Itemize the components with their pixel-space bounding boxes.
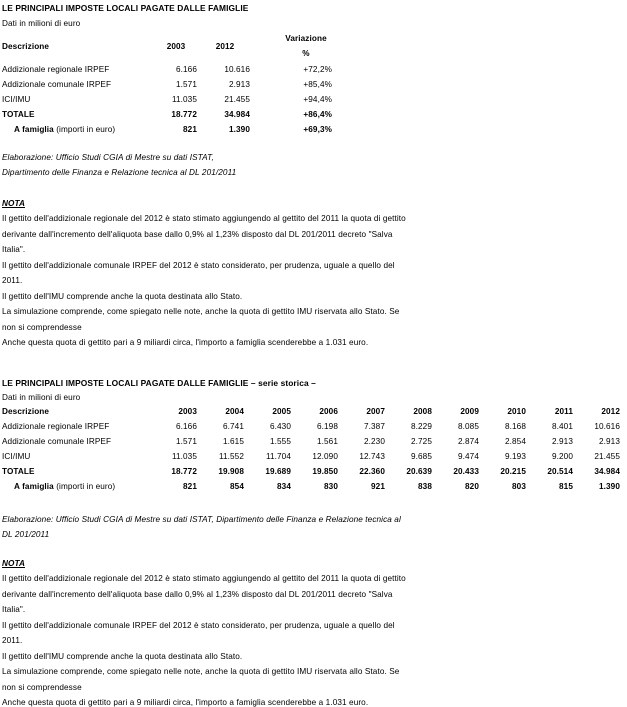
row-label: ICI/IMU xyxy=(2,95,31,104)
note-line: derivante dall'incremento dell'aliquota base dallo 0,9% al 1,23% disposto dal DL 201/2011 decreto "Salva xyxy=(2,589,393,599)
cell-value: 11.552 xyxy=(218,452,244,461)
cell-value: 19.908 xyxy=(218,467,244,476)
value-variazione: +85,4% xyxy=(303,80,332,89)
cell-value: 2.913 xyxy=(552,437,573,446)
cell-value: 9.474 xyxy=(458,452,479,461)
s1-header-2012: 2012 xyxy=(215,42,235,51)
note-line: Il gettito dell'IMU comprende anche la quota destinata allo Stato. xyxy=(2,291,243,301)
value-2012: 10.616 xyxy=(224,65,250,74)
note-line: Il gettito dell'addizionale comunale IRPEF del 2012 è stato considerato, per prudenza, uguale a quello del xyxy=(2,260,395,270)
cell-value: 22.360 xyxy=(359,467,385,476)
cell-value: 1.615 xyxy=(223,437,244,446)
family-value: 921 xyxy=(371,482,385,491)
note-line: La simulazione comprende, come spiegato nelle note, anche la quota di gettito IMU riservata allo Stato. Se xyxy=(2,307,400,316)
s1-nota-title: NOTA xyxy=(2,199,25,208)
note-line: non si comprendesse xyxy=(2,322,82,332)
s1-header-percent: % xyxy=(302,49,310,58)
cell-value: 12.743 xyxy=(359,452,385,461)
cell-value: 20.514 xyxy=(547,467,573,476)
family-value: 830 xyxy=(324,482,338,491)
family-value: 854 xyxy=(230,482,244,491)
section2-title: LE PRINCIPALI IMPOSTE LOCALI PAGATE DALLE FAMIGLIE – serie storica – xyxy=(2,378,316,388)
cell-value: 19.850 xyxy=(312,467,338,476)
cell-value: 1.571 xyxy=(176,437,197,446)
row-label: Addizionale comunale IRPEF xyxy=(2,80,112,89)
value-variazione: +94,4% xyxy=(303,95,332,104)
table-row xyxy=(2,434,620,449)
value-2003: 18.772 xyxy=(171,110,197,119)
note-line: derivante dall'incremento dell'aliquota base dallo 0,9% al 1,23% disposto dal DL 201/2011 decreto "Salva xyxy=(2,229,393,239)
s2-nota-title: NOTA xyxy=(2,559,25,568)
s1-header-2003: 2003 xyxy=(166,42,186,51)
note-line: Anche questa quota di gettito pari a 9 miliardi circa, l'importo a famiglia scenderebbe a 1.031 euro. xyxy=(2,698,369,707)
table-row xyxy=(2,419,620,434)
table-row xyxy=(2,62,332,77)
cell-value: 9.200 xyxy=(552,452,573,461)
family-label-rest: (importi in euro) xyxy=(53,482,116,491)
s1-source-line2: Dipartimento delle Finanza e Relazione tecnica al DL 201/2011 xyxy=(2,168,237,177)
cell-value: 2.913 xyxy=(599,437,620,446)
row-label: TOTALE xyxy=(2,110,35,119)
section1-subtitle: Dati in milioni di euro xyxy=(2,19,81,28)
family-label-bold: A famiglia xyxy=(14,125,54,134)
cell-value: 9.685 xyxy=(411,452,432,461)
cell-value: 18.772 xyxy=(171,467,197,476)
family-row xyxy=(2,122,332,137)
family-row xyxy=(2,479,620,494)
note-line: Il gettito dell'addizionale comunale IRPEF del 2012 è stato considerato, per prudenza, uguale a quello del xyxy=(2,620,395,630)
year-header: 2009 xyxy=(460,407,479,416)
section2-subtitle: Dati in milioni di euro xyxy=(2,393,81,402)
year-header: 2008 xyxy=(413,407,432,416)
cell-value: 8.401 xyxy=(552,422,573,431)
cell-value: 6.741 xyxy=(223,422,244,431)
cell-value: 20.639 xyxy=(406,467,432,476)
year-header: 2004 xyxy=(225,407,244,416)
section1-table xyxy=(2,62,332,137)
table-row xyxy=(2,107,332,122)
family-value: 815 xyxy=(559,482,573,491)
cell-value: 7.387 xyxy=(364,422,385,431)
cell-value: 9.193 xyxy=(505,452,526,461)
cell-value: 6.198 xyxy=(317,422,338,431)
note-line: 2011. xyxy=(2,276,23,285)
row-label: Addizionale comunale IRPEF xyxy=(2,437,112,446)
s2-source-line1: Elaborazione: Ufficio Studi CGIA di Mestre su dati ISTAT, Dipartimento delle Finanza e Relazione tecnica al xyxy=(2,515,401,524)
year-header: 2012 xyxy=(601,407,620,416)
cell-value: 10.616 xyxy=(594,422,620,431)
cell-value: 6.430 xyxy=(270,422,291,431)
cell-value: 34.984 xyxy=(594,467,620,476)
note-line: Italia". xyxy=(2,245,26,254)
family-label-rest: (importi in euro) xyxy=(53,125,116,134)
cell-value: 8.168 xyxy=(505,422,526,431)
year-header: 2010 xyxy=(507,407,526,416)
cell-value: 2.854 xyxy=(505,437,526,446)
cell-value: 11.035 xyxy=(171,452,197,461)
section2-table xyxy=(2,404,620,494)
value-2012: 21.455 xyxy=(224,95,250,104)
value-variazione: +72,2% xyxy=(303,65,332,74)
year-header: 2005 xyxy=(272,407,291,416)
note-line: non si comprendesse xyxy=(2,682,82,692)
family-2003: 821 xyxy=(183,125,197,134)
table-row xyxy=(2,77,332,92)
cell-value: 20.215 xyxy=(500,467,526,476)
s1-source-line1: Elaborazione: Ufficio Studi CGIA di Mestre su dati ISTAT, xyxy=(2,153,214,162)
family-variazione: +69,3% xyxy=(303,125,332,134)
family-value: 803 xyxy=(512,482,526,491)
value-2012: 34.984 xyxy=(224,110,250,119)
value-2003: 6.166 xyxy=(176,65,197,74)
cell-value: 8.085 xyxy=(458,422,479,431)
note-line: 2011. xyxy=(2,636,23,645)
note-line: Anche questa quota di gettito pari a 9 miliardi circa, l'importo a famiglia scenderebbe a 1.031 euro. xyxy=(2,338,369,347)
row-label: Addizionale regionale IRPEF xyxy=(2,422,110,431)
family-2012: 1.390 xyxy=(229,125,250,134)
cell-value: 2.874 xyxy=(458,437,479,446)
row-label: TOTALE xyxy=(2,467,35,476)
family-label-bold: A famiglia xyxy=(14,482,54,491)
value-variazione: +86,4% xyxy=(303,110,332,119)
row-label: ICI/IMU xyxy=(2,452,31,461)
family-value: 1.390 xyxy=(599,482,620,491)
cell-value: 1.561 xyxy=(317,437,338,446)
family-value: 821 xyxy=(183,482,197,491)
cell-value: 19.689 xyxy=(265,467,291,476)
table-row xyxy=(2,449,620,464)
cell-value: 2.230 xyxy=(364,437,385,446)
family-value: 838 xyxy=(418,482,432,491)
family-label xyxy=(2,479,150,494)
note-line: Il gettito dell'addizionale regionale del 2012 è stato stimato aggiungendo al gettito del 2011 la quota di gettito xyxy=(2,214,406,223)
header-row xyxy=(2,404,620,419)
cell-value: 6.166 xyxy=(176,422,197,431)
cell-value: 1.555 xyxy=(270,437,291,446)
cell-value: 8.229 xyxy=(411,422,432,431)
s2-header-desc: Descrizione xyxy=(2,407,50,416)
year-header: 2006 xyxy=(319,407,338,416)
row-label: Addizionale regionale IRPEF xyxy=(2,65,110,74)
cell-value: 2.725 xyxy=(411,437,432,446)
section1-title: LE PRINCIPALI IMPOSTE LOCALI PAGATE DALLE FAMIGLIE xyxy=(2,3,249,13)
family-value: 820 xyxy=(465,482,479,491)
year-header: 2011 xyxy=(554,407,573,416)
table-row xyxy=(2,92,332,107)
note-line: La simulazione comprende, come spiegato nelle note, anche la quota di gettito IMU riservata allo Stato. Se xyxy=(2,667,400,676)
table-row xyxy=(2,464,620,479)
value-2012: 2.913 xyxy=(229,80,250,89)
year-header: 2003 xyxy=(178,407,197,416)
s2-source-line2: DL 201/2011 xyxy=(2,530,50,539)
value-2003: 11.035 xyxy=(171,95,197,104)
note-line: Il gettito dell'IMU comprende anche la quota destinata allo Stato. xyxy=(2,651,243,661)
cell-value: 21.455 xyxy=(594,452,620,461)
note-line: Italia". xyxy=(2,605,26,614)
cell-value: 12.090 xyxy=(312,452,338,461)
note-line: Il gettito dell'addizionale regionale del 2012 è stato stimato aggiungendo al gettito del 2011 la quota di gettito xyxy=(2,574,406,583)
family-value: 834 xyxy=(277,482,291,491)
value-2003: 1.571 xyxy=(176,80,197,89)
family-label xyxy=(2,122,152,137)
cell-value: 20.433 xyxy=(453,467,479,476)
year-header: 2007 xyxy=(366,407,385,416)
cell-value: 11.704 xyxy=(265,452,291,461)
s1-header-desc: Descrizione xyxy=(2,42,50,51)
s1-header-variazione: Variazione xyxy=(285,34,327,43)
